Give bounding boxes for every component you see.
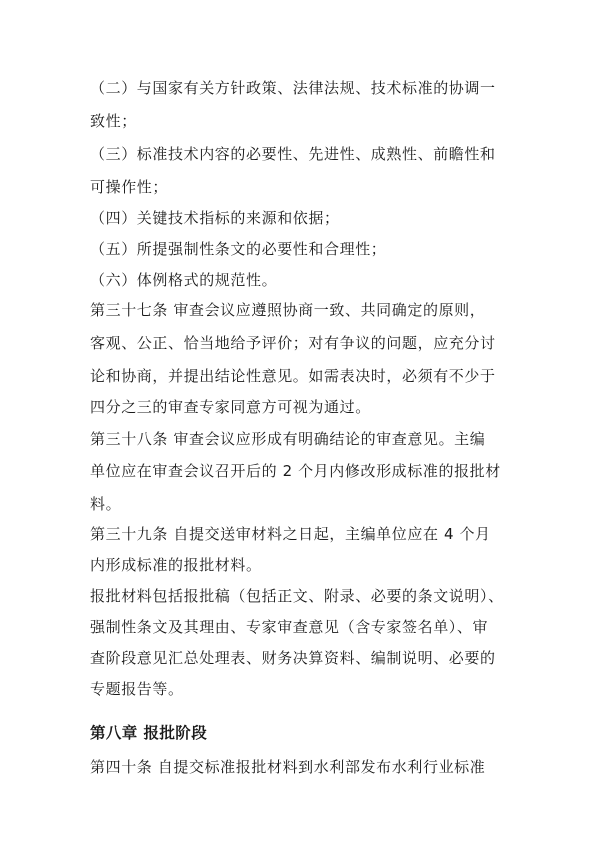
text-line: 第四十条 自提交标准报批材料到水利部发布水利行业标准 — [90, 758, 486, 776]
text-line: 第三十八条 审查会议应形成有明确结论的审查意见。主编 — [90, 430, 486, 448]
text-line: （二）与国家有关方针政策、法律法规、技术标准的协调一 — [90, 79, 496, 97]
text-line: （五）所提强制性条文的必要性和合理性； — [90, 240, 387, 258]
text-line: 查阶段意见汇总处理表、财务决算资料、编制说明、必要的 — [90, 649, 496, 667]
text-line: 四分之三的审查专家同意方可视为通过。 — [90, 398, 371, 416]
text-line: （四）关键技术指标的来源和依据； — [90, 209, 340, 227]
text-line: 强制性条文及其理由、专家审查意见（含专家签名单）、审 — [90, 618, 489, 636]
text-line: 第三十九条 自提交送审材料之日起，主编单位应在 4 个月 — [90, 525, 491, 543]
text-line: （三）标准技术内容的必要性、先进性、成熟性、前瞻性和 — [90, 145, 496, 163]
text-line: 内形成标准的报批材料。 — [90, 556, 262, 574]
text-line: （六）体例格式的规范性。 — [90, 271, 278, 289]
text-line: 专题报告等。 — [90, 680, 184, 698]
text-line: 报批材料包括报批稿（包括正文、附录、必要的条文说明）、 — [90, 587, 504, 605]
text-line: 客观、公正、恰当地给予评价；对有争议的问题，应充分讨 — [90, 334, 496, 352]
text-line: 单位应在审查会议召开后的 2 个月内修改形成标准的报批材 — [90, 462, 501, 480]
text-line: 论和协商，并提出结论性意见。如需表决时，必须有不少于 — [90, 367, 496, 385]
text-line: 第三十七条 审查会议应遵照协商一致、共同确定的原则， — [90, 301, 486, 319]
chapter-heading: 第八章 报批阶段 — [90, 724, 208, 742]
text-line: 料。 — [90, 495, 122, 513]
text-line: 致性； — [90, 112, 137, 130]
text-line: 可操作性； — [90, 178, 169, 196]
